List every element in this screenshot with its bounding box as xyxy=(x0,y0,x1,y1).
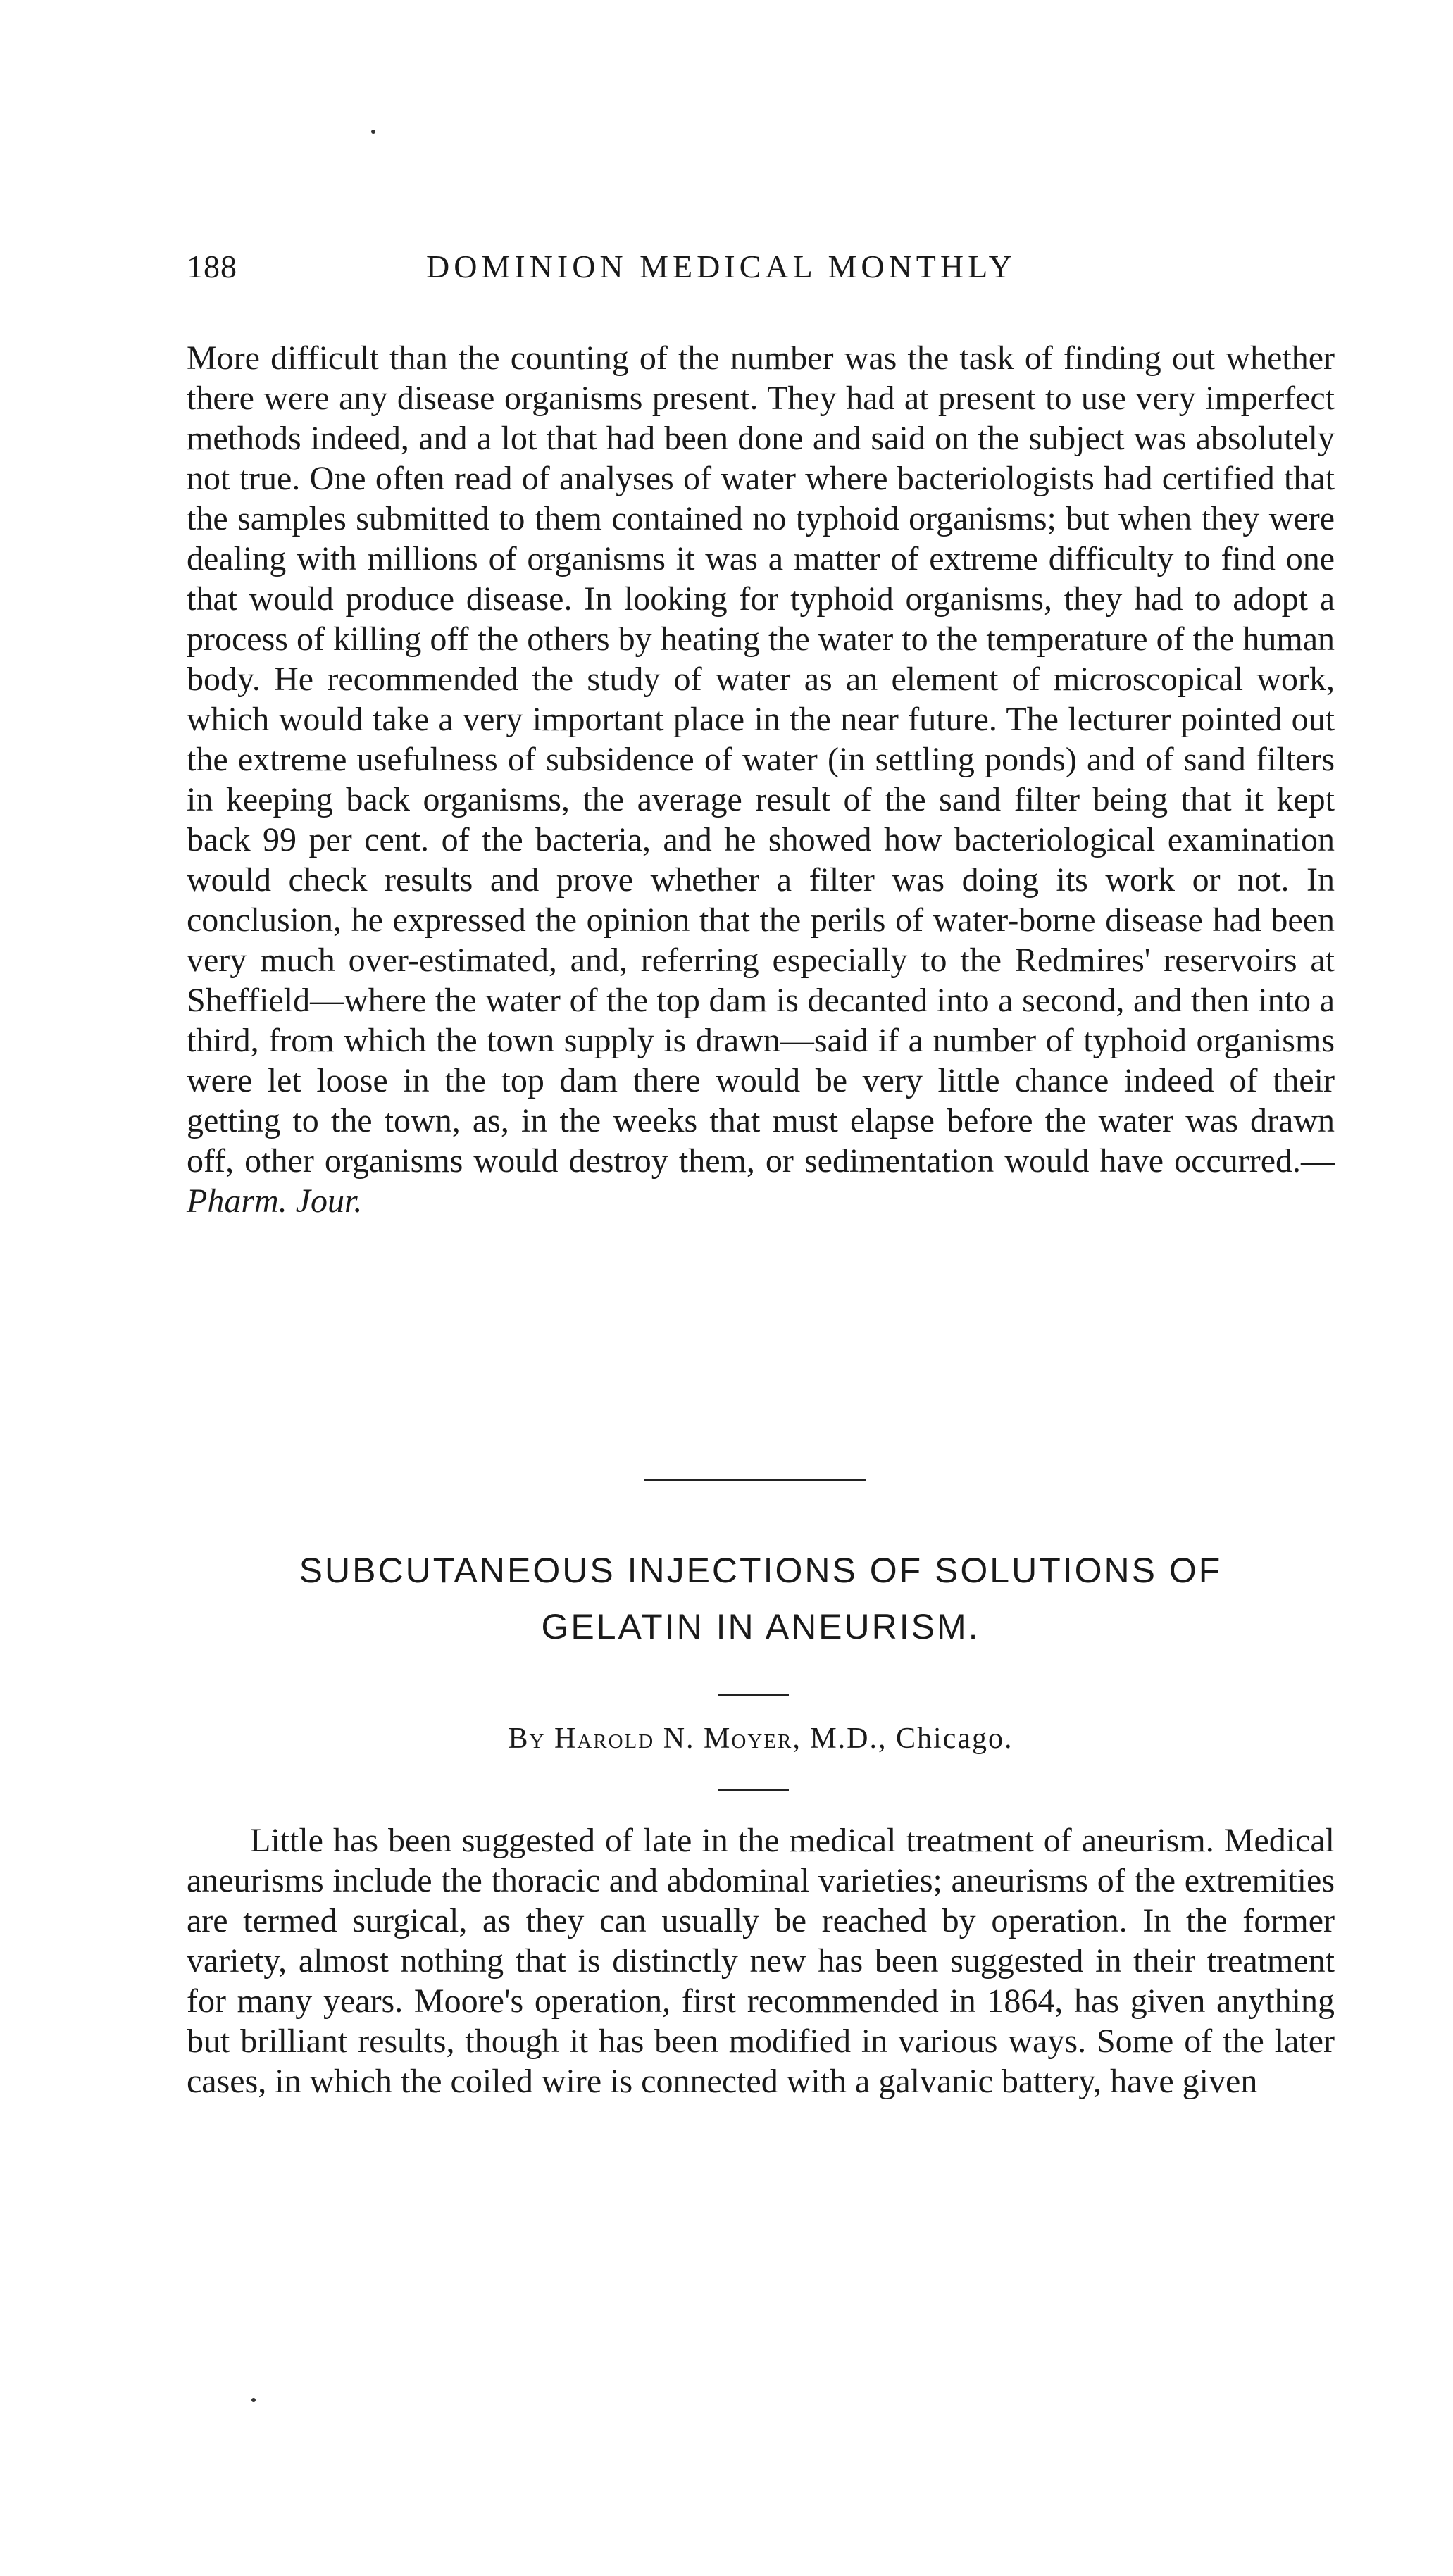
source-citation: Pharm. Jour. xyxy=(187,1182,363,1220)
byline-author: Harold N. Moyer, M.D., xyxy=(554,1722,887,1755)
byline-place: Chicago. xyxy=(896,1722,1014,1755)
running-head xyxy=(187,248,1321,297)
byline-rule xyxy=(718,1789,789,1791)
page-number: 188 xyxy=(187,249,237,285)
article-title-line: GELATIN IN ANEURISM. xyxy=(541,1607,980,1646)
body-paragraph: Little has been suggested of late in the medical treatment of aneurism. Medical aneurisms include the thoracic and abdominal varieties; aneurisms of the extremities are termed surgical, as they can usually be reached by operation. In the former variety, almost nothing that is distinctly new has been suggested in their treatment for many years. Moore's operation, first recommended in 1864, has given anything but brilliant results, though it has been modified in various ways. Some of the later cases, in which the coiled wire is connected with a galvanic battery, have given xyxy=(187,1822,1335,2100)
byline xyxy=(187,1722,1335,1756)
article-title-line: SUBCUTANEOUS INJECTIONS OF SOLUTIONS OF xyxy=(299,1551,1223,1590)
page-speck xyxy=(371,130,375,134)
byline-prefix: By xyxy=(508,1722,546,1755)
body-paragraph xyxy=(187,338,1335,1221)
paragraph-text: More difficult than the counting of the number was the task of finding out whether there were any disease organisms present. They had at present to use very imperfect methods indeed, and a lot that had been done and said on the subject was absolutely not true. One often read of analyses of water where bacteriologists had certified that the samples submitted to them contained no typhoid organisms; but when they were dealing with millions of organisms it was a matter of extreme difficulty to find one that would produce disease. In looking for typhoid organisms, they had to adopt a process of killing off the others by heating the water to the temperature of the human body. He recommended the study of water as an element of microscopical work, which would take a very important place in the near future. The lecturer pointed out the extreme usefulness of subsidence of water (in settling ponds) and of sand filters in keeping back organisms, the average result of the sand filter being that it kept back 99 per cent. of the bacteria, and he showed how bacteriological examination would check results and prove whether a filter was doing its work or not. In conclusion, he expressed the opinion that the perils of water-borne disease had been very much over-estimated, and, referring especially to the Redmires' reservoirs at Sheffield—where the water of the top dam is decanted into a second, and then into a third, from which the town supply is drawn—said if a number of typhoid organisms were let loose in the top dam there would be very little chance indeed of their getting to the town, as, in the weeks that must elapse before the water was drawn off, other organisms would destroy them, or sedimentation would have occurred.— xyxy=(187,339,1335,1180)
page-speck xyxy=(251,2398,256,2402)
title-rule xyxy=(718,1694,789,1696)
journal-title: DOMINION MEDICAL MONTHLY xyxy=(426,249,1016,285)
section-divider xyxy=(644,1479,866,1481)
article-title xyxy=(187,1542,1335,1655)
